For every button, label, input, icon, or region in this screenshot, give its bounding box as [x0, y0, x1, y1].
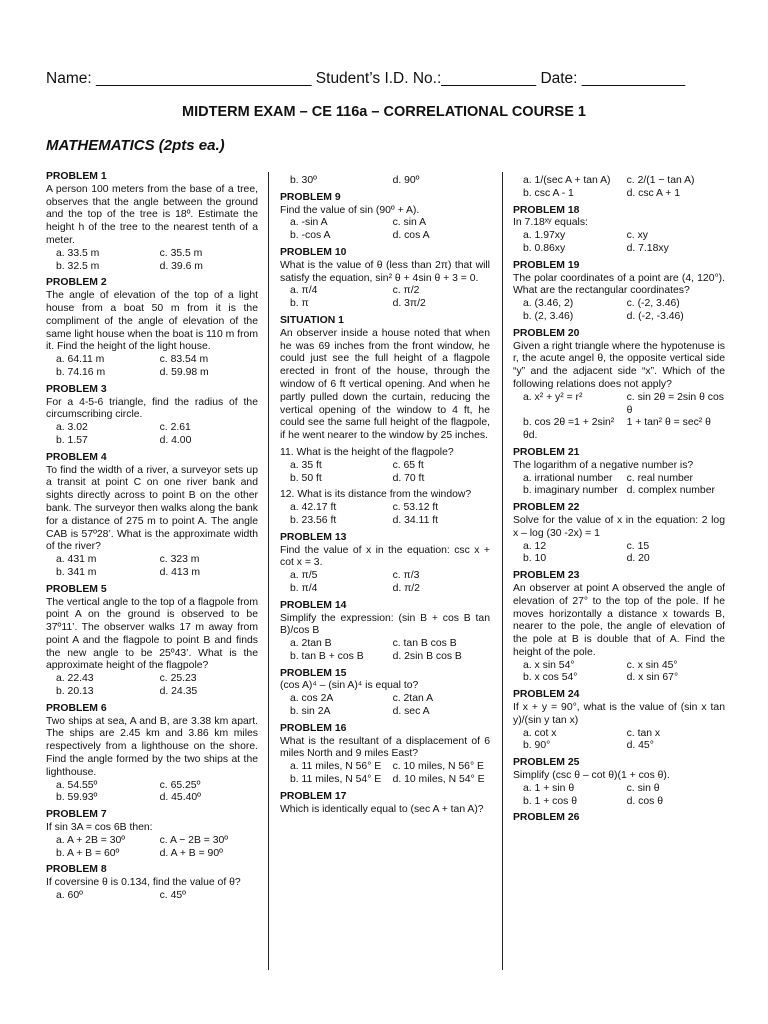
answer-choice[interactable]: b. 0.86xy: [523, 242, 566, 254]
choice-row: [280, 761, 490, 774]
problem-block: [280, 723, 490, 787]
choice-row: [280, 651, 490, 664]
answer-choice[interactable]: a. -sin A: [290, 217, 328, 229]
answer-choice[interactable]: c. 53.12 ft: [392, 502, 439, 514]
problem-block: [280, 192, 490, 243]
choice-row: [513, 660, 725, 673]
problem-question: Solve for the value of x in the equation: 2 log x – log (30 -2x) = 1: [513, 514, 725, 539]
choice-row: [280, 774, 490, 787]
problem-heading: PROBLEM 9: [280, 191, 341, 203]
column-1: [46, 171, 258, 907]
answer-choice[interactable]: b. 30º: [290, 175, 317, 186]
answer-choice[interactable]: c. sin A: [392, 217, 427, 229]
header-line: [46, 70, 736, 88]
answer-choice[interactable]: b. x cos 54°: [523, 672, 578, 684]
problem-heading: PROBLEM 20: [513, 327, 580, 339]
answer-choice[interactable]: a. A + 2B = 30º: [56, 834, 126, 846]
answer-choice[interactable]: c. sin 2θ = 2sin θ cos θ: [626, 391, 724, 416]
answer-choice[interactable]: c. 2/(1 − tan A): [626, 175, 695, 186]
problem-heading: PROBLEM 21: [513, 446, 580, 458]
problem-block: [46, 384, 258, 448]
problem-block: [46, 277, 258, 379]
problem-heading: PROBLEM 4: [46, 451, 107, 463]
answer-choice[interactable]: b. 74.16 m: [56, 366, 106, 378]
problem-question: Which is identically equal to (sec A + tan A)?: [280, 803, 484, 815]
choice-row: [280, 515, 490, 528]
answer-choice[interactable]: a. irrational number: [523, 472, 613, 484]
problem-block: [280, 791, 490, 817]
answer-choice[interactable]: a. 1 + sin θ: [523, 782, 575, 794]
problem-block: [513, 260, 725, 324]
name-label: Name:: [46, 70, 92, 87]
answer-choice[interactable]: b. 10: [523, 553, 547, 565]
choice-row: [513, 175, 725, 188]
student-id-label: Student’s I.D. No.:: [315, 70, 442, 87]
problem-block: [280, 668, 490, 719]
problem-question: For a 4-5-6 triangle, find the radius of the circumscribing circle.: [46, 396, 258, 421]
problem-block: [513, 175, 725, 201]
problem-block: [513, 689, 725, 753]
answer-choice[interactable]: b. 90°: [523, 740, 551, 752]
answer-choice[interactable]: a. π/4: [290, 285, 318, 297]
answer-choice[interactable]: d. 34.11 ft: [392, 514, 439, 526]
problem-question: Two ships at sea, A and B, are 3.38 km apart. The ships are 2.45 km and 3.86 km miles respectively from a lighthouse on the shore. Find the angle formed by the two ships at the lighthouse.: [46, 715, 258, 778]
problem-heading: PROBLEM 14: [280, 599, 347, 611]
problem-block: [513, 447, 725, 498]
answer-choice[interactable]: d. 45.40º: [159, 792, 201, 804]
problem-block: [280, 489, 490, 527]
problem-question: What is the value of θ (less than 2π) that will satisfy the equation, sin² θ + 4sin θ + 3 = 0.: [280, 259, 490, 284]
answer-choice[interactable]: b. 23.56 ft: [290, 514, 337, 526]
choice-row: [46, 422, 258, 435]
problem-question: An observer at point A observed the angle of elevation of 27° to the top of the pole. If he moves horizontally a distance x towards B, nearer to the pole, the angle of elevation of the pole at B is double that of A. Find the height of the pole.: [513, 582, 725, 658]
answer-choice[interactable]: b. 341 m: [56, 566, 97, 578]
choice-row: [46, 673, 258, 686]
answer-choice[interactable]: c. 10 miles, N 56° E: [392, 761, 484, 773]
choice-row: [513, 672, 725, 685]
choice-row: [513, 392, 725, 418]
answer-choice[interactable]: d. sec A: [392, 706, 430, 718]
problem-block: [46, 864, 258, 902]
answer-choice[interactable]: a. cot x: [523, 727, 557, 739]
choice-row: [513, 243, 725, 256]
answer-choice[interactable]: d. 39.6 m: [159, 260, 203, 272]
answer-choice[interactable]: c. 83.54 m: [159, 354, 209, 366]
answer-choice[interactable]: b. 20.13: [56, 686, 94, 698]
problem-question: 12. What is its distance from the window?: [280, 489, 472, 501]
problem-question: If x + y = 90°, what is the value of (sin x tan y)/(sin y tan x): [513, 702, 725, 726]
problem-heading: PROBLEM 5: [46, 583, 107, 595]
answer-choice[interactable]: d. 59.98 m: [159, 366, 209, 378]
choice-row: [513, 473, 725, 486]
answer-choice[interactable]: a. 33.5 m: [56, 247, 100, 259]
answer-choice[interactable]: c. A − 2B = 30º: [159, 834, 229, 846]
choice-row: [513, 298, 725, 311]
choice-row: [46, 686, 258, 699]
answer-choice[interactable]: c. sin θ: [626, 782, 660, 794]
choice-row: [513, 230, 725, 243]
choice-row: [280, 460, 490, 473]
column-3: [513, 175, 725, 829]
choice-row: [513, 740, 725, 753]
choice-row: [46, 435, 258, 448]
answer-choice[interactable]: c. 45º: [159, 890, 186, 902]
problem-question: The vertical angle to the top of a flagpole from point A on the ground is observed to be 37º11’. The observer walks 17 m away from point A and the flagpole to point B and finds the new angle to be 25º43’. What is the approximate height of the flagpole?: [46, 596, 258, 672]
problem-block: [513, 570, 725, 685]
answer-choice[interactable]: b. 1 + cos θ: [523, 795, 578, 807]
answer-choice[interactable]: c. 35.5 m: [159, 247, 203, 259]
choice-row: [46, 567, 258, 580]
answer-choice[interactable]: c. 2tan A: [392, 693, 433, 705]
choice-row: [513, 417, 725, 443]
answer-choice[interactable]: d. π/2: [392, 582, 420, 594]
problem-question: If sin 3A = cos 6B then:: [46, 822, 153, 834]
problem-heading: PROBLEM 26: [513, 812, 580, 824]
answer-choice[interactable]: d. 10 miles, N 54° E: [392, 774, 485, 786]
answer-choice[interactable]: d. 24.35: [159, 686, 198, 698]
problem-heading: PROBLEM 7: [46, 809, 107, 821]
answer-choice[interactable]: a. (3.46, 2): [523, 298, 574, 310]
choice-row: [513, 553, 725, 566]
problem-block: [513, 205, 725, 256]
problem-question: What is the resultant of a displacement of 6 miles North and 9 miles East?: [280, 735, 490, 760]
problem-block: [280, 447, 490, 485]
exam-title: MIDTERM EXAM – CE 116a – CORRELATIONAL COURSE 1: [182, 104, 586, 120]
choice-row: [513, 485, 725, 498]
answer-choice[interactable]: c. 15: [626, 540, 650, 552]
choice-row: [280, 298, 490, 311]
date-label: Date:: [540, 70, 578, 87]
problem-heading: PROBLEM 23: [513, 570, 580, 582]
answer-choice[interactable]: b. 1.57: [56, 434, 88, 446]
answer-choice[interactable]: a. 64.11 m: [56, 354, 105, 366]
column-divider: [268, 172, 269, 970]
answer-choice[interactable]: d. 4.00: [159, 434, 192, 446]
problem-heading: PROBLEM 2: [46, 277, 107, 289]
choice-row: [280, 638, 490, 651]
answer-choice[interactable]: d. x sin 67°: [626, 672, 679, 684]
problem-block: [280, 315, 490, 443]
answer-choice[interactable]: b. π/4: [290, 582, 318, 594]
answer-choice[interactable]: b. π: [290, 298, 309, 310]
answer-choice[interactable]: b. 59.93º: [56, 792, 98, 804]
answer-choice[interactable]: b. cos 2θ =1 + 2sin² θd.: [523, 417, 615, 442]
answer-choice[interactable]: d. 90º: [392, 175, 420, 186]
choice-row: [280, 706, 490, 719]
answer-choice[interactable]: d. cos θ: [626, 795, 663, 807]
answer-choice[interactable]: c. 65.25º: [159, 779, 201, 791]
choice-row: [513, 188, 725, 201]
column-2: [280, 175, 490, 820]
choice-row: [280, 217, 490, 230]
problem-question: Simplify (csc θ – cot θ)(1 + cos θ).: [513, 770, 670, 782]
problem-block: [280, 175, 490, 188]
answer-choice[interactable]: b. 11 miles, N 54° E: [290, 774, 382, 786]
problem-heading: PROBLEM 18: [513, 204, 580, 216]
problem-heading: SITUATION 1: [280, 314, 344, 326]
answer-choice[interactable]: b. sin 2A: [290, 706, 331, 718]
choice-row: [46, 248, 258, 261]
problem-block: [46, 703, 258, 805]
problem-question: Simplify the expression: (sin B + cos B tan B)/cos B: [280, 612, 490, 637]
answer-choice[interactable]: d. 7.18xy: [626, 242, 669, 254]
choice-row: [46, 261, 258, 274]
answer-choice[interactable]: d. A + B = 90º: [159, 847, 223, 859]
problem-block: [513, 757, 725, 808]
problem-heading: PROBLEM 24: [513, 689, 580, 701]
answer-choice[interactable]: b. (2, 3.46): [523, 310, 574, 322]
choice-row: [280, 570, 490, 583]
problem-heading: PROBLEM 8: [46, 864, 107, 876]
problem-block: [513, 328, 725, 443]
answer-choice[interactable]: b. 32.5 m: [56, 260, 100, 272]
answer-choice[interactable]: d. 70 ft: [392, 472, 425, 484]
choice-row: [46, 835, 258, 848]
answer-choice[interactable]: a. 1.97xy: [523, 230, 566, 242]
answer-choice[interactable]: a. cos 2A: [290, 693, 334, 705]
choice-row: [46, 554, 258, 567]
answer-choice[interactable]: a. 22.43: [56, 673, 94, 685]
problem-question: The polar coordinates of a point are (4, 120°). What are the rectangular coordinates?: [513, 272, 725, 297]
choice-row: [280, 175, 490, 188]
problem-heading: PROBLEM 3: [46, 383, 107, 395]
problem-question: Find the value of sin (90º + A).: [280, 204, 420, 216]
problem-question: Given a right triangle where the hypotenuse is r, the acute angel θ, the opposite vertical side “y” and the adjacent side “x”. Which of the following relations does not apply?: [513, 340, 725, 390]
answer-choice[interactable]: d. complex number: [626, 485, 715, 497]
answer-choice[interactable]: a. 2tan B: [290, 638, 332, 650]
choice-row: [280, 693, 490, 706]
answer-choice[interactable]: d. csc A + 1: [626, 187, 681, 199]
problem-heading: PROBLEM 13: [280, 531, 347, 543]
answer-choice[interactable]: a. 60º: [56, 890, 83, 902]
answer-choice[interactable]: a. 35 ft: [290, 459, 322, 471]
answer-choice[interactable]: d. 2sin B cos B: [392, 650, 462, 662]
answer-choice[interactable]: b. 50 ft: [290, 472, 322, 484]
problem-block: [280, 600, 490, 664]
answer-choice[interactable]: 1 + tan² θ = sec² θ: [626, 417, 711, 429]
choice-row: [513, 783, 725, 796]
problem-heading: PROBLEM 16: [280, 722, 347, 734]
choice-row: [46, 780, 258, 793]
problem-block: [280, 532, 490, 596]
answer-choice[interactable]: c. 25.23: [159, 673, 197, 685]
problem-question: An observer inside a house noted that when he was 69 inches from the front window, he could just see the full height of a flagpole erected in front of the house, through the window of 6 ft vertical opening. And when he partly pulled down the curtain, reducing the vertical opening of the window to 4 ft, he could see the same full height of the flagpole, if he went nearer to the window by 25 inches.: [280, 327, 490, 442]
choice-row: [513, 796, 725, 809]
answer-choice[interactable]: c. real number: [626, 472, 694, 484]
date-blank[interactable]: ____________: [581, 70, 686, 87]
problem-block: [46, 452, 258, 580]
answer-choice[interactable]: a. 3.02: [56, 422, 88, 434]
answer-choice[interactable]: a. π/5: [290, 570, 318, 582]
student-id-blank[interactable]: ___________: [441, 70, 537, 87]
section-subtitle: MATHEMATICS (2pts ea.): [46, 137, 225, 154]
answer-choice[interactable]: d. 20: [626, 553, 650, 565]
answer-choice[interactable]: d. 3π/2: [392, 298, 426, 310]
choice-row: [513, 728, 725, 741]
problem-block: [46, 171, 258, 273]
problem-question: (cos A)⁴ – (sin A)⁴ is equal to?: [280, 680, 419, 692]
answer-choice[interactable]: c. π/2: [392, 285, 420, 297]
problem-question: In 7.18ˣʸ equals:: [513, 217, 588, 229]
answer-choice[interactable]: b. csc A - 1: [523, 187, 574, 199]
answer-choice[interactable]: a. 54.55º: [56, 779, 98, 791]
answer-choice[interactable]: a. 1/(sec A + tan A): [523, 175, 611, 186]
problem-heading: PROBLEM 15: [280, 667, 347, 679]
choice-row: [513, 541, 725, 554]
problem-heading: PROBLEM 10: [280, 246, 347, 258]
answer-choice[interactable]: c. x sin 45°: [626, 659, 678, 671]
choice-row: [280, 583, 490, 596]
problem-block: [46, 809, 258, 860]
answer-choice[interactable]: b. -cos A: [290, 230, 331, 242]
problem-question: 11. What is the height of the flagpole?: [280, 446, 454, 458]
answer-choice[interactable]: a. x sin 54°: [523, 659, 575, 671]
answer-choice[interactable]: c. tan B cos B: [392, 638, 457, 650]
column-divider: [502, 172, 503, 970]
problem-question: The angle of elevation of the top of a light house from a boat 50 m from it is the compliment of the angle of elevation of the same light house when the boat is 110 m from it. Find the height of the light house.: [46, 290, 258, 353]
answer-choice[interactable]: c. 65 ft: [392, 459, 424, 471]
answer-choice[interactable]: d. cos A: [392, 230, 430, 242]
choice-row: [280, 502, 490, 515]
answer-choice[interactable]: a. 12: [523, 540, 547, 552]
answer-choice[interactable]: d. (-2, -3.46): [626, 310, 684, 322]
name-blank[interactable]: _________________________: [95, 70, 312, 87]
choice-row: [280, 230, 490, 243]
problem-heading: PROBLEM 6: [46, 702, 107, 714]
problem-question: A person 100 meters from the base of a tree, observes that the angle between the ground and the top of the tree is 18º. Estimate the height h of the tree to the nearest tenth of a meter.: [46, 183, 258, 246]
problem-heading: PROBLEM 17: [280, 790, 347, 802]
problem-question: Find the value of x in the equation: csc x + cot x = 3.: [280, 544, 490, 569]
choice-row: [513, 311, 725, 324]
problem-block: [46, 584, 258, 699]
problem-block: [513, 812, 725, 825]
answer-choice[interactable]: d. 45°: [626, 740, 654, 752]
problem-heading: PROBLEM 1: [46, 171, 107, 182]
answer-choice[interactable]: c. 323 m: [159, 554, 200, 566]
answer-choice[interactable]: b. A + B = 60º: [56, 847, 120, 859]
choice-row: [46, 367, 258, 380]
answer-choice[interactable]: a. x² + y² = r²: [523, 391, 583, 403]
problem-heading: PROBLEM 22: [513, 502, 580, 514]
answer-choice[interactable]: c. xy: [626, 230, 648, 242]
choice-row: [280, 285, 490, 298]
answer-choice[interactable]: c. 2.61: [159, 422, 191, 434]
problem-heading: PROBLEM 19: [513, 259, 580, 271]
answer-choice[interactable]: c. (-2, 3.46): [626, 298, 680, 310]
answer-choice[interactable]: a. 11 miles, N 56° E: [290, 761, 382, 773]
answer-choice[interactable]: a. 42.17 ft: [290, 502, 337, 514]
answer-choice[interactable]: c. π/3: [392, 570, 420, 582]
choice-row: [280, 473, 490, 486]
problem-heading: PROBLEM 25: [513, 757, 580, 769]
answer-choice[interactable]: b. imaginary number: [523, 485, 618, 497]
answer-choice[interactable]: a. 431 m: [56, 554, 97, 566]
problem-block: [280, 247, 490, 311]
choice-row: [46, 354, 258, 367]
answer-choice[interactable]: b. tan B + cos B: [290, 650, 364, 662]
problem-question: The logarithm of a negative number is?: [513, 459, 694, 471]
answer-choice[interactable]: c. tan x: [626, 727, 661, 739]
problem-question: If coversine θ is 0.134, find the value of θ?: [46, 877, 241, 889]
answer-choice[interactable]: d. 413 m: [159, 566, 201, 578]
problem-block: [513, 502, 725, 566]
choice-row: [46, 792, 258, 805]
choice-row: [46, 848, 258, 861]
problem-question: To find the width of a river, a surveyor sets up a transit at point C on one river bank and sights directly across to point B on the other bank. The surveyor then walks along the bank for a distance of 275 m to point A. The angle CAB is 57º28’. What is the approximate width of the river?: [46, 464, 258, 553]
choice-row: [46, 890, 258, 903]
